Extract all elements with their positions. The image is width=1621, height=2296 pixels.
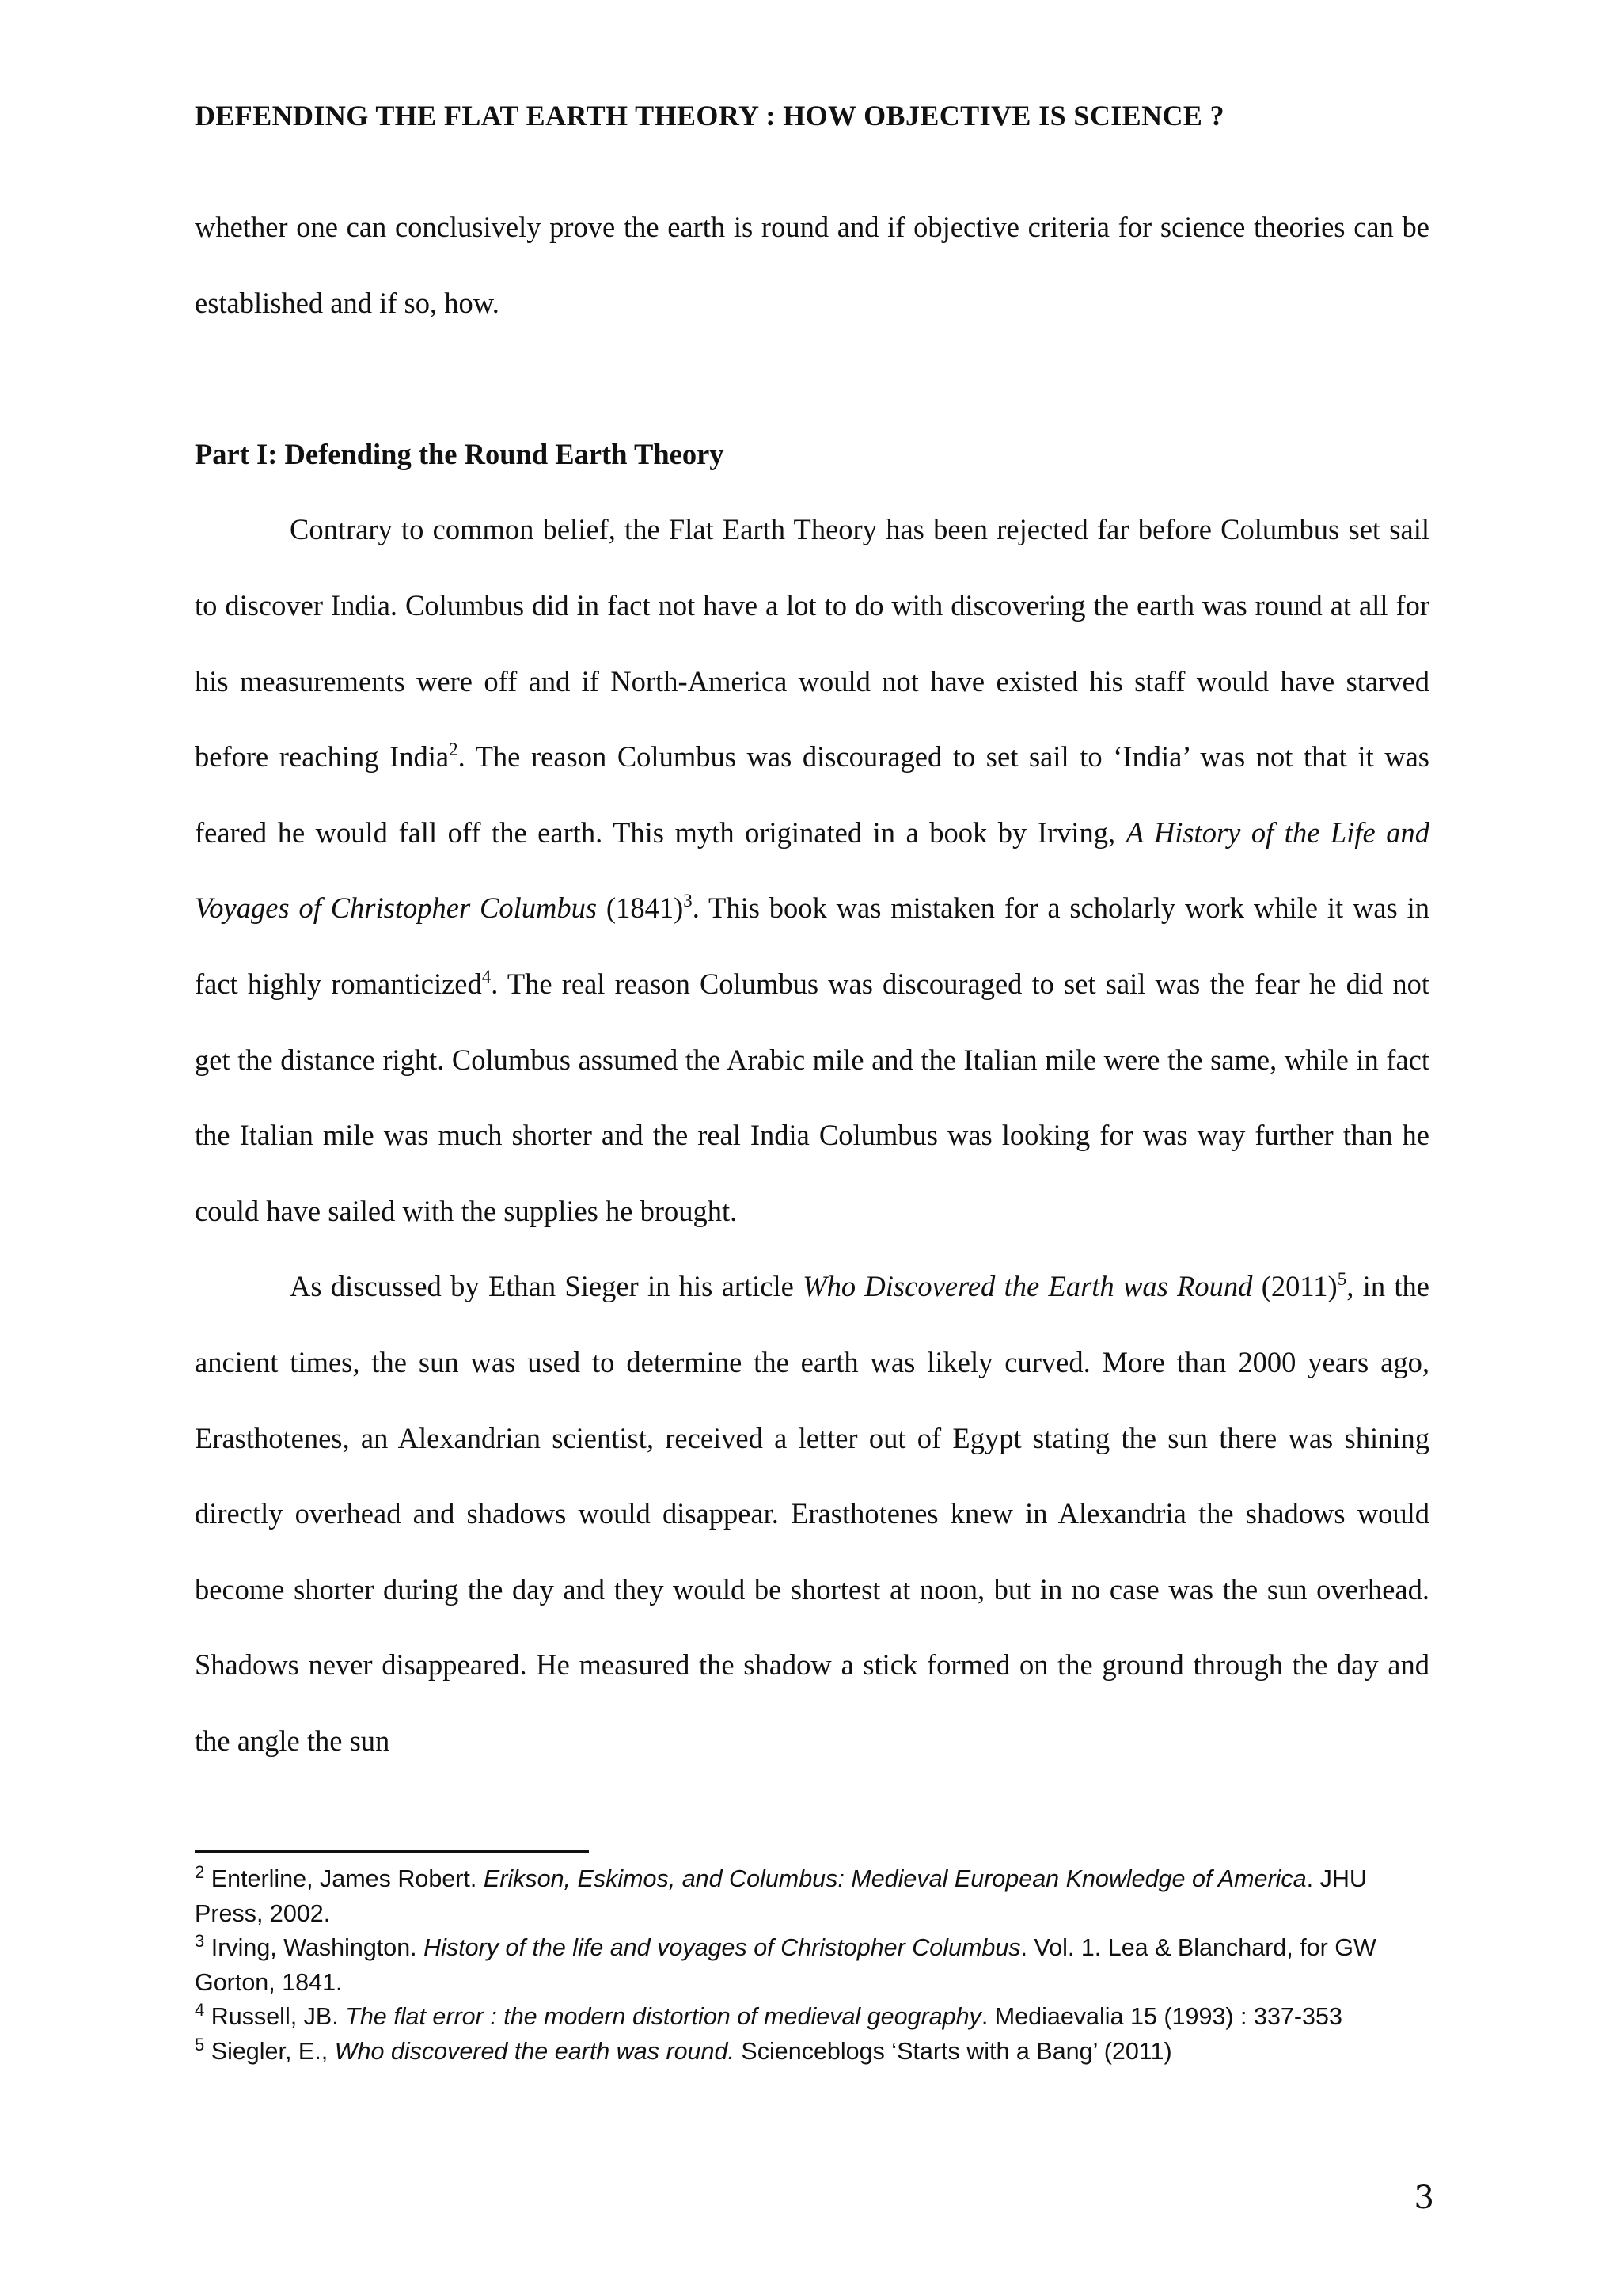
footnote-number: 3 (195, 1931, 205, 1951)
footnote-text: . JHU Press, 2002. (195, 1865, 1367, 1927)
footnote-reference: 3 (683, 891, 693, 911)
footnote-number: 5 (195, 2034, 205, 2055)
running-header: DEFENDING THE FLAT EARTH THEORY : HOW OBJECTIVE IS SCIENCE ? (195, 100, 1225, 131)
footnote-4 (195, 2000, 1429, 2035)
body-text (195, 189, 1429, 1778)
footnotes (195, 1862, 1429, 2069)
text-run: whether one can conclusively prove the earth is round and if objective criteria for science theories can be established and if so, how. (195, 211, 1429, 319)
text-run: . This book was mistaken for a scholarly work while it was in fact highly romanticized (195, 891, 1429, 1000)
footnote-5 (195, 2035, 1429, 2070)
footnote-text: Enterline, James Robert. (204, 1865, 484, 1892)
section-heading-line (195, 416, 1429, 492)
book-title: A History of the Life and Voyages of Christopher Columbus (195, 815, 1429, 925)
footnote-reference: 4 (481, 966, 492, 986)
footnote-title: Erikson, Eskimos, and Columbus: Medieval European Knowledge of America (483, 1865, 1307, 1892)
footnote-text: Irving, Washington. (204, 1934, 424, 1961)
footnote-text: Scienceblogs ‘Starts with a Bang’ (2011) (734, 2037, 1172, 2065)
footnote-reference: 2 (449, 739, 458, 760)
footnote-text: Siegler, E., (204, 2037, 335, 2065)
footnote-separator (195, 1850, 589, 1853)
footnote-title: History of the life and voyages of Christopher Columbus (423, 1934, 1021, 1961)
text-run: As discussed by Ethan Sieger in his article (290, 1270, 803, 1303)
text-run: Contrary to common belief, the Flat Earth Theory has been rejected far before Columbus set sail to discover India. Columbus did in fact not have a lot to do with discovering the earth was round at all for his measurements were off and if North-America would not have existed his staff would have starved before reaching India (195, 513, 1429, 774)
footnote-reference: 5 (1337, 1269, 1347, 1290)
footnote-text: . Vol. 1. Lea & Blanchard, for GW Gorton, 1841. (195, 1934, 1376, 1996)
footnote-number: 4 (195, 2000, 205, 2020)
footnote-title: The flat error : the modern distortion of medieval geography (345, 2003, 981, 2030)
text-run: , in the ancient times, the sun was used to determine the earth was likely curved. More than 2000 years ago, Erasthotenes, an Alexandrian scientist, received a letter out of Egypt stating the sun there was shining directly overhead and shadows would disappear. Erasthotenes knew in Alexandria the shadows would become shorter during the day and they would be shortest at noon, but in no case was the sun overhead. Shadows never disappeared. He measured the shadow a stick formed on the ground through the day and the angle the sun (195, 1270, 1429, 1757)
article-title: Who Discovered the Earth was Round (803, 1270, 1253, 1303)
footnote-title: Who discovered the earth was round. (334, 2037, 735, 2065)
footnote-text: . Mediaevalia 15 (1993) : 337-353 (981, 2003, 1342, 2030)
footnote-number: 2 (195, 1862, 205, 1882)
paragraph-continuation (195, 189, 1429, 340)
text-run: . The real reason Columbus was discouraged to set sail was the fear he did not get the distance right. Columbus assumed the Arabic mile and the Italian mile were the same, while in fact the Italian mile was much shorter and the real India Columbus was looking for was way further than he could have sailed with the supplies he brought. (195, 967, 1429, 1227)
text-run: . The reason Columbus was discouraged to set sail to ‘India’ was not that it was feared he would fall off the earth. This myth originated in a book by Irving, (195, 740, 1429, 849)
footnote-2 (195, 1862, 1429, 1931)
footnote-text: Russell, JB. (204, 2003, 346, 2030)
text-run: (1841) (597, 891, 684, 925)
paragraph-columbus (195, 492, 1429, 1249)
footnote-3 (195, 1931, 1429, 2000)
section-heading: Part I: Defending the Round Earth Theory (195, 437, 724, 470)
text-run: (2011) (1252, 1270, 1338, 1303)
paragraph-erasthotenes (195, 1249, 1429, 1778)
page-number: 3 (1414, 2180, 1434, 2216)
